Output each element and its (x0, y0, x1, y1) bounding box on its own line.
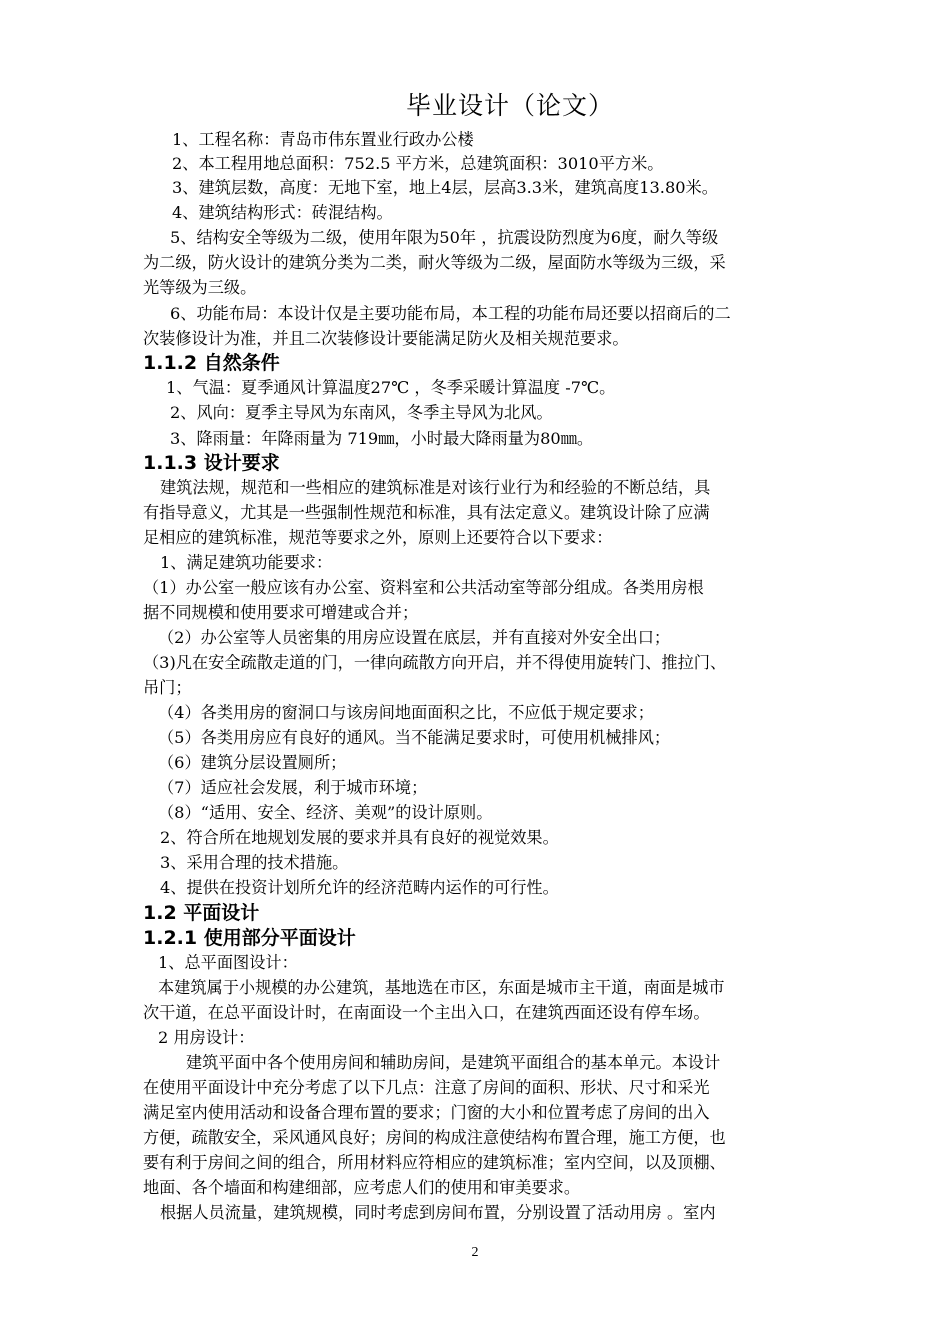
text-line: 根据人员流量，建筑规模，同时考虑到房间布置，分别设置了活动用房 。室内 (160, 1203, 716, 1222)
text-line: 光等级为三级。 (143, 278, 257, 297)
section-heading: 1.2 平面设计 (143, 902, 260, 924)
text-line: （3)凡在安全疏散走道的门，一律向疏散方向开启，并不得使用旋转门、推拉门、 (143, 653, 727, 672)
page-number: 2 (471, 1245, 479, 1260)
text-line: （7）适应社会发展，利于城市环境； (158, 778, 428, 797)
text-line: 足相应的建筑标准，规范等要求之外，原则上还要符合以下要求： (143, 528, 613, 547)
text-line: 2、符合所在地规划发展的要求并具有良好的视觉效果。 (160, 828, 559, 847)
text-line: 3、建筑层数，高度：无地下室，地上4层，层高3.3米，建筑高度13.80米。 (172, 178, 718, 197)
text-line: 4、提供在投资计划所允许的经济范畴内运作的可行性。 (160, 878, 559, 897)
text-line: 地面、各个墙面和构建细部，应考虑人们的使用和审美要求。 (143, 1178, 581, 1197)
text-line: （6）建筑分层设置厕所； (158, 753, 347, 772)
text-line: （4）各类用房的窗洞口与该房间地面面积之比，不应低于规定要求； (158, 703, 654, 722)
text-line: 1、工程名称：青岛市伟东置业行政办公楼 (172, 130, 474, 149)
text-line: 1、气温：夏季通风计算温度27℃ ，冬季采暖计算温度 -7℃。 (166, 378, 616, 397)
text-line: 2 用房设计： (158, 1028, 255, 1047)
text-line: 满足室内使用活动和设备合理布置的要求；门窗的大小和位置考虑了房间的出入 (143, 1103, 710, 1122)
text-line: 有指导意义，尤其是一些强制性规范和标准，具有法定意义。建筑设计除了应满 (143, 503, 710, 522)
section-heading: 1.2.1 使用部分平面设计 (143, 927, 356, 949)
text-line: 3、采用合理的技术措施。 (160, 853, 349, 872)
text-line: 建筑平面中各个使用房间和辅助房间，是建筑平面组合的基本单元。本设计 (186, 1053, 721, 1072)
text-line: （2）办公室等人员密集的用房应设置在底层，并有直接对外安全出口； (158, 628, 671, 647)
text-line: 2、本工程用地总面积：752.5 平方米，总建筑面积：3010平方米。 (172, 154, 664, 173)
text-line: 吊门； (143, 678, 192, 697)
section-heading: 1.1.2 自然条件 (143, 352, 280, 374)
text-line: 1、总平面图设计： (158, 953, 298, 972)
text-line: 在使用平面设计中充分考虑了以下几点：注意了房间的面积、形状、尺寸和采光 (143, 1078, 710, 1097)
text-line: 1、满足建筑功能要求： (160, 553, 333, 572)
text-line: 次干道，在总平面设计时，在南面设一个主出入口，在建筑西面还设有停车场。 (143, 1003, 710, 1022)
text-line: （8）“适用、安全、经济、美观”的设计原则。 (158, 803, 493, 822)
text-line: 方便，疏散安全，采风通风良好；房间的构成注意使结构布置合理，施工方便，也 (143, 1128, 726, 1147)
text-line: 3、降雨量：年降雨量为 719㎜，小时最大降雨量为80㎜。 (170, 429, 594, 448)
document-title: 毕业设计（论文） (405, 91, 614, 120)
text-line: （1）办公室一般应该有办公室、资料室和公共活动室等部分组成。各类用房根 (143, 578, 704, 597)
text-line: 6、功能布局：本设计仅是主要功能布局，本工程的功能布局还要以招商后的二 (170, 304, 731, 323)
text-line: 2、风向：夏季主导风为东南风，冬季主导风为北风。 (170, 403, 553, 422)
text-line: （5）各类用房应有良好的通风。当不能满足要求时，可使用机械排风； (158, 728, 671, 747)
text-line: 本建筑属于小规模的办公建筑，基地选在市区，东面是城市主干道，南面是城市 (158, 978, 725, 997)
text-line: 次装修设计为准，并且二次装修设计要能满足防火及相关规范要求。 (143, 329, 629, 348)
text-line: 据不同规模和使用要求可增建或合并； (143, 603, 419, 622)
section-heading: 1.1.3 设计要求 (143, 452, 280, 474)
text-line: 5、结构安全等级为二级，使用年限为50年 ，抗震设防烈度为6度，耐久等级 (170, 228, 719, 247)
text-line: 4、建筑结构形式：砖混结构。 (172, 203, 393, 222)
text-line: 要有利于房间之间的组合，所用材料应符相应的建筑标准；室内空间，以及顶棚、 (143, 1153, 726, 1172)
text-line: 建筑法规，规范和一些相应的建筑标准是对该行业行为和经验的不断总结，具 (160, 478, 711, 497)
text-line: 为二级，防火设计的建筑分类为二类，耐火等级为二级，屋面防水等级为三级，采 (143, 253, 726, 272)
